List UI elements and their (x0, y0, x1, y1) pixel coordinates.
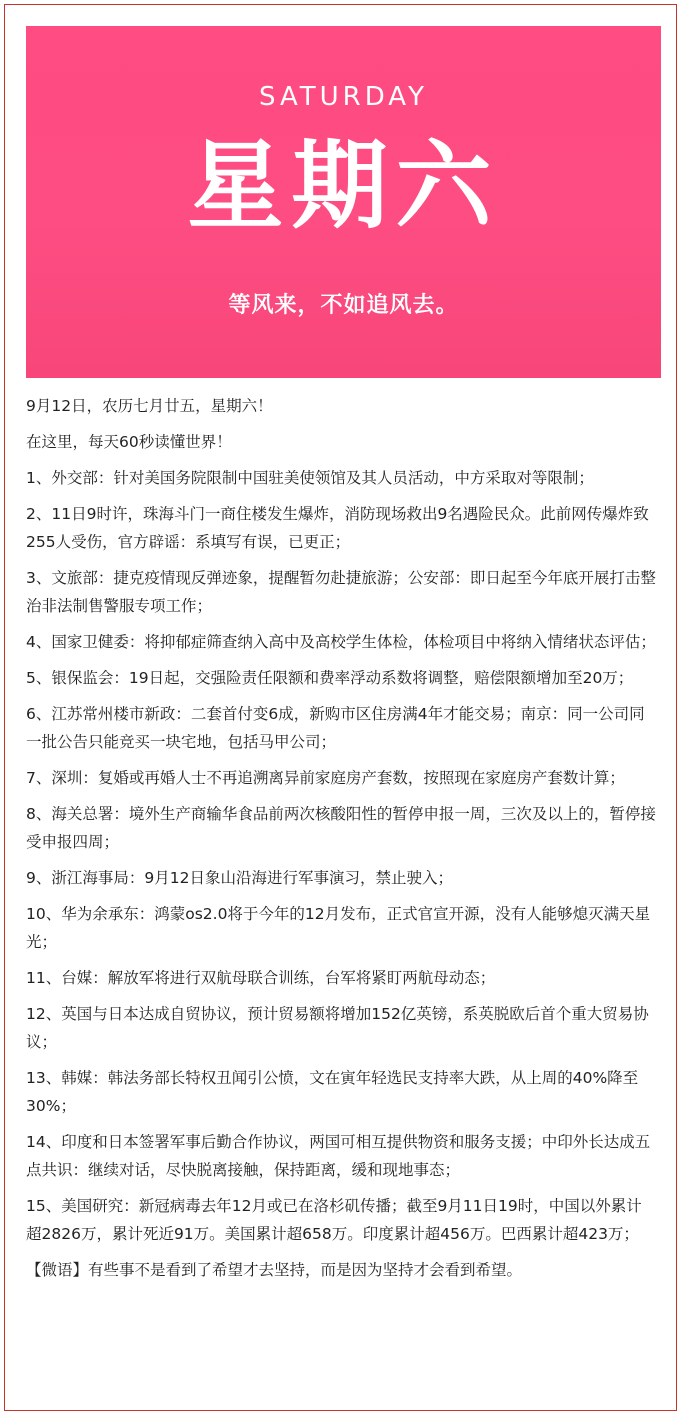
date-line: 9月12日，农历七月廿五，星期六！ (26, 397, 273, 415)
news-item: 3、文旅部：捷克疫情现反弹迹象，提醒暂勿赴捷旅游；公安部：即日起至今年底开展打击整治非法制售警服专项工作； (26, 569, 656, 615)
news-item: 14、印度和日本签署军事后勤合作协议，两国可相互提供物资和服务支援；中印外长达成五点共识：继续对话，尽快脱离接触，保持距离，缓和现地事态； (26, 1133, 651, 1179)
article-body (26, 392, 656, 1292)
news-item: 12、英国与日本达成自贸协议，预计贸易额将增加152亿英镑，系英脱欧后首个重大贸易协议； (26, 1005, 649, 1051)
news-item: 15、美国研究：新冠病毒去年12月或已在洛杉矶传播；截至9月11日19时，中国以外累计超2826万，累计死近91万。美国累计超658万。印度累计超456万。巴西累计超423万； (26, 1197, 642, 1243)
news-item: 10、华为余承东：鸿蒙os2.0将于今年的12月发布，正式官宣开源，没有人能够熄灭满天星光； (26, 905, 651, 951)
news-item: 5、银保监会：19日起，交强险责任限额和费率浮动系数将调整，赔偿限额增加至20万； (26, 669, 634, 687)
news-item: 8、海关总署：境外生产商输华食品前两次核酸阳性的暂停申报一周，三次及以上的，暂停接受申报四周； (26, 805, 656, 851)
header-banner (26, 26, 661, 378)
news-item: 11、台媒：解放军将进行双航母联合训练，台军将紧盯两航母动态； (26, 969, 496, 987)
news-item: 1、外交部：针对美国务院限制中国驻美使领馆及其人员活动，中方采取对等限制； (26, 469, 594, 487)
news-item: 6、江苏常州楼市新政：二套首付变6成，新购市区住房满4年才能交易；南京：同一公司同一批公告只能竞买一块宅地，包括马甲公司； (26, 705, 645, 751)
weekday-english: SATURDAY (259, 82, 428, 112)
tagline: 在这里，每天60秒读懂世界！ (26, 433, 232, 451)
weekday-chinese: 星期六 (187, 130, 500, 242)
news-item: 13、韩媒：韩法务部长特权丑闻引公愤，文在寅年轻选民支持率大跌，从上周的40%降至30%； (26, 1069, 639, 1115)
news-item: 2、11日9时许，珠海斗门一商住楼发生爆炸，消防现场救出9名遇险民众。此前网传爆炸致255人受伤，官方辟谣：系填写有误，已更正； (26, 505, 649, 551)
weiyu-quote: 【微语】有些事不是看到了希望才去坚持，而是因为坚持才会看到希望。 (26, 1261, 523, 1279)
banner-slogan: 等风来，不如追风去。 (228, 293, 459, 318)
news-item: 7、深圳：复婚或再婚人士不再追溯离异前家庭房产套数，按照现在家庭房产套数计算； (26, 769, 625, 787)
news-item: 4、国家卫健委：将抑郁症筛查纳入高中及高校学生体检，体检项目中将纳入情绪状态评估； (26, 633, 656, 651)
news-item: 9、浙江海事局：9月12日象山沿海进行军事演习，禁止驶入； (26, 869, 453, 887)
